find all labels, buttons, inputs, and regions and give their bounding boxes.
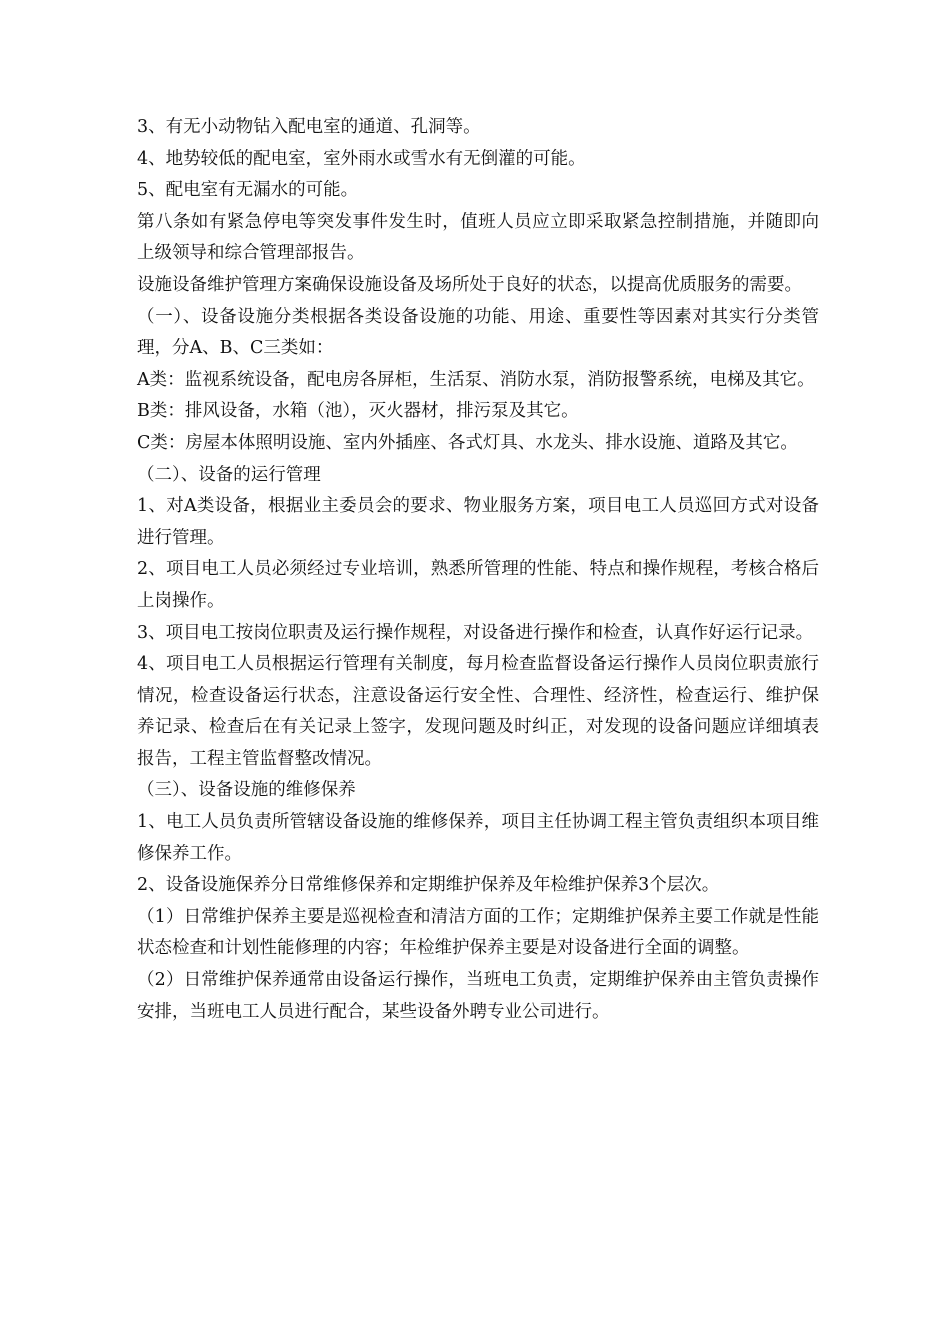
paragraph-item-3: 3、有无小动物钻入配电室的通道、孔洞等。: [137, 117, 481, 137]
paragraph-item-4: 4、地势较低的配电室，室外雨水或雪水有无倒灌的可能。: [137, 148, 586, 169]
paragraph-class-c: C类：房屋本体照明设施、室内外插座、各式灯具、水龙头、排水设施、道路及其它。: [137, 432, 798, 453]
paragraph-article-8: 第八条如有紧急停电等突发事件发生时，值班人员应立即采取紧急控制措施，并随即向上级领导和综合管理部报告。: [137, 211, 819, 264]
document-body: [137, 112, 819, 1028]
paragraph-class-a: A类：监视系统设备，配电房各屏柜，生活泵、消防水泵，消防报警系统，电梯及其它。: [137, 369, 815, 390]
paragraph-operation-1: 1、对A类设备，根据业主委员会的要求、物业服务方案，项目电工人员巡回方式对设备进行管理。: [137, 496, 819, 548]
paragraph-class-b: B类：排风设备，水箱（池），灭火器材，排污泵及其它。: [137, 401, 579, 422]
paragraph-maintenance-1: 1、电工人员负责所管辖设备设施的维修保养，项目主任协调工程主管负责组织本项目维修保养工作。: [137, 812, 819, 864]
paragraph-maintenance-2: 2、设备设施保养分日常维修保养和定期维护保养及年检维护保养3个层次。: [137, 875, 720, 896]
paragraph-operation-4: 4、项目电工人员根据运行管理有关制度，每月检查监督设备运行操作人员岗位职责旅行情况，检查设备运行状态，注意设备运行安全性、合理性、经济性，检查运行、维护保养记录、检查后在有关记录上签字，发现问题及时纠正，对发现的设备问题应详细填表报告，工程主管监督整改情况。: [137, 654, 819, 769]
section-heading-3: （三）、设备设施的维修保养: [137, 780, 356, 801]
paragraph-maintenance-sub-1: （1）日常维护保养主要是巡视检查和清洁方面的工作；定期维护保养主要工作就是性能状态检查和计划性能修理的内容；年检维护保养主要是对设备进行全面的调整。: [137, 906, 819, 959]
paragraph-operation-3: 3、项目电工按岗位职责及运行操作规程，对设备进行操作和检查，认真作好运行记录。: [137, 622, 814, 643]
paragraph-item-5: 5、配电室有无漏水的可能。: [137, 180, 359, 201]
paragraph-operation-2: 2、项目电工人员必须经过专业培训，熟悉所管理的性能、特点和操作规程，考核合格后上岗操作。: [137, 559, 819, 611]
section-heading-2: （二）、设备的运行管理: [137, 464, 321, 485]
paragraph-plan-intro: 设施设备维护管理方案确保设施设备及场所处于良好的状态，以提高优质服务的需要。: [137, 274, 802, 295]
section-heading-1: （一）、设备设施分类根据各类设备设施的功能、用途、重要性等因素对其实行分类管理，分A、B、C三类如：: [137, 306, 819, 359]
paragraph-maintenance-sub-2: （2）日常维护保养通常由设备运行操作，当班电工负责，定期维护保养由主管负责操作安排，当班电工人员进行配合，某些设备外聘专业公司进行。: [137, 970, 819, 1022]
